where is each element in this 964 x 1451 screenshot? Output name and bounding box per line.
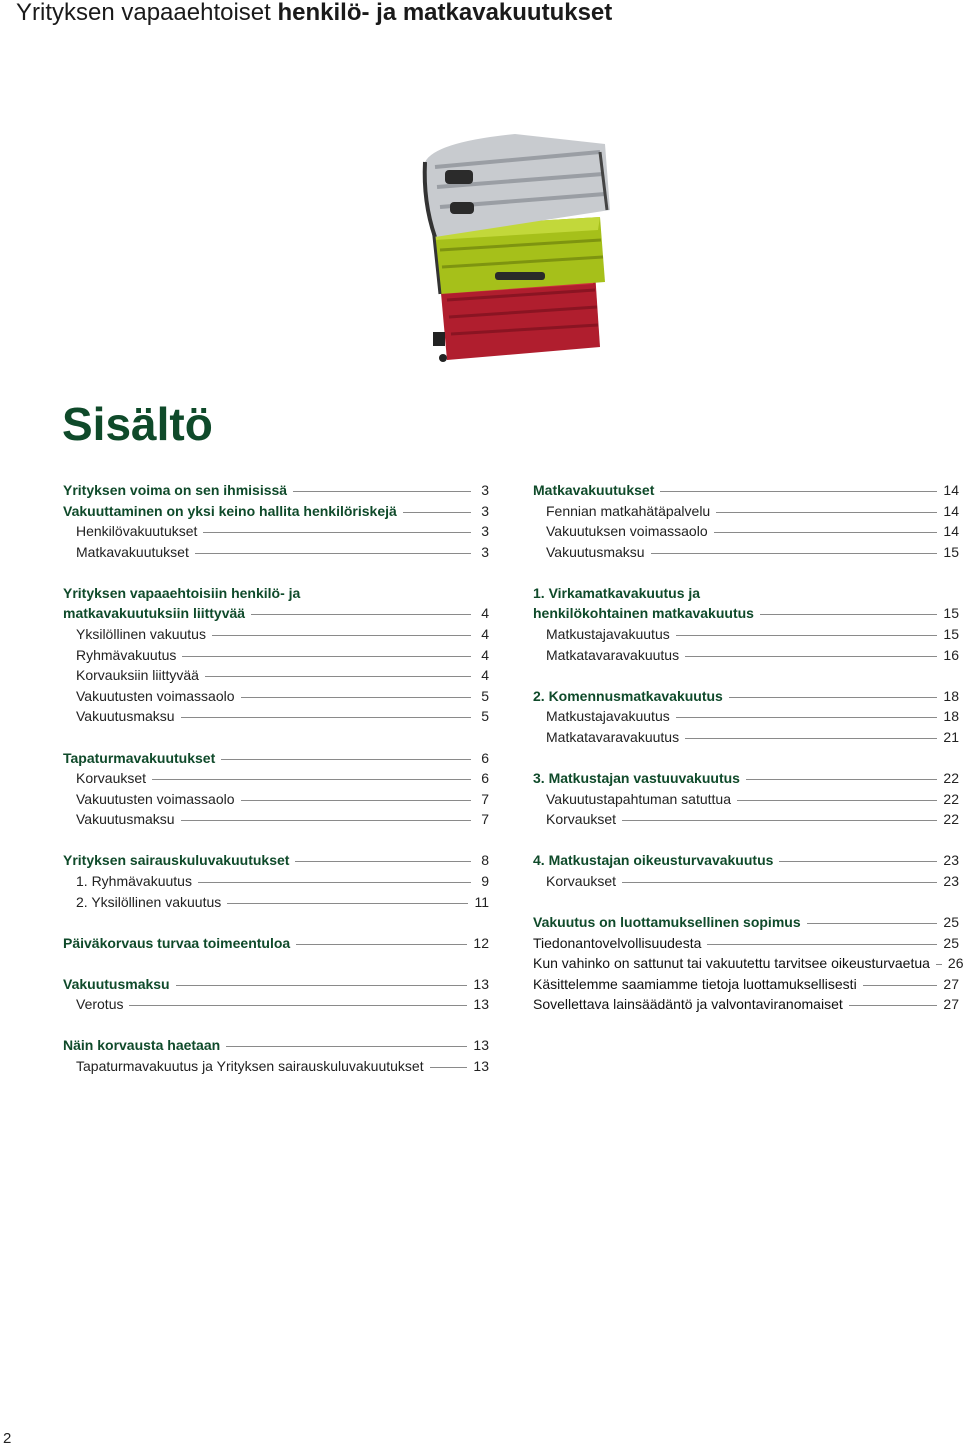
toc-entry[interactable] [63, 665, 489, 686]
toc-entry-title: Vakuutuksen voimassaolo [546, 523, 708, 540]
toc-entry[interactable] [63, 501, 489, 522]
toc-entry-page: 16 [943, 646, 959, 663]
toc-leader-line [737, 800, 937, 801]
toc-entry[interactable] [63, 1056, 489, 1077]
toc-entry-page: 14 [943, 482, 959, 498]
toc-entry-page: 12 [473, 934, 489, 951]
toc-entry-title: Korvauksiin liittyvää [76, 667, 199, 684]
toc-leader-line [293, 491, 471, 492]
toc-entry-title: Matkavakuutukset [76, 543, 189, 560]
toc-leader-line [152, 779, 471, 780]
toc-leader-line [685, 738, 937, 739]
toc-entry-title: Vakuutus on luottamuksellinen sopimus [533, 914, 801, 930]
toc-entry-title: Korvaukset [546, 811, 617, 828]
document-header [16, 0, 612, 26]
toc-leader-line [676, 717, 938, 718]
toc-entry-title: 2. Yksilöllinen vakuutus [76, 893, 222, 910]
toc-entry[interactable] [63, 603, 489, 624]
toc-leader-line [622, 820, 937, 821]
toc-leader-line [227, 903, 468, 904]
toc-group-gap [63, 562, 489, 583]
toc-entry-title: Kun vahinko on sattunut tai vakuutettu tarvitsee oikeusturvaetua [533, 955, 930, 972]
toc-leader-line [746, 779, 937, 780]
toc-entry-page: 23 [943, 872, 959, 889]
toc-entry[interactable] [63, 933, 489, 954]
toc-entry-title: Fennian matkahätäpalvelu [546, 502, 711, 519]
page-title: Sisältö [62, 398, 213, 450]
toc-entry-page: 15 [943, 626, 959, 643]
toc-entry-page: 3 [481, 502, 489, 519]
toc-entry[interactable] [63, 1035, 489, 1056]
toc-leader-line [685, 656, 937, 657]
toc-entry-page: 3 [481, 482, 489, 498]
toc-leader-line [807, 923, 938, 924]
toc-leader-line [296, 944, 467, 945]
toc-entry-page: 6 [481, 749, 489, 766]
toc-entry-page: 7 [481, 790, 489, 807]
toc-entry-page: 9 [481, 873, 489, 889]
toc-entry-title: Ryhmävakuutus [76, 646, 177, 663]
toc-entry[interactable] [533, 603, 959, 624]
toc-entry[interactable] [63, 809, 489, 830]
toc-leader-line [182, 656, 471, 657]
toc-entry-title: Näin korvausta haetaan [63, 1037, 221, 1054]
header-bold: henkilö- ja matkavakuutukset [277, 0, 613, 26]
toc-leader-line [849, 1005, 938, 1006]
page-number: 2 [3, 1430, 12, 1447]
toc-entry-title: Vakuutustapahtuman satuttua [546, 790, 731, 807]
toc-right-column [533, 480, 964, 1015]
toc-entry-title: henkilökohtainen matkavakuutus [533, 605, 754, 622]
toc-entry[interactable] [533, 542, 959, 563]
toc-entry-page: 18 [943, 687, 959, 704]
toc-leader-line [241, 697, 472, 698]
toc-leader-line [195, 553, 471, 554]
toc-entry-page: 15 [943, 605, 959, 622]
toc-entry[interactable] [63, 521, 489, 542]
toc-entry-page: 25 [943, 914, 959, 930]
toc-entry-title: 1. Ryhmävakuutus [76, 873, 192, 889]
toc-entry-page: 4 [481, 667, 489, 684]
toc-entry[interactable] [533, 809, 959, 830]
toc-entry-page: 8 [481, 852, 489, 869]
toc-entry-title: Vakuutusmaksu [76, 811, 175, 828]
toc-entry[interactable] [533, 768, 959, 789]
toc-leader-line [251, 614, 471, 615]
toc-leader-line [430, 1067, 468, 1068]
toc-entry-title: Matkatavaravakuutus [546, 728, 680, 745]
toc-entry-page: 22 [943, 811, 959, 828]
toc-entry-page: 27 [943, 996, 959, 1013]
toc-entry-title: Vakuuttaminen on yksi keino hallita henkilöriskejä [63, 502, 397, 519]
toc-entry-title: Tapaturmavakuutus ja Yrityksen sairauskuluvakuutukset [76, 1058, 424, 1075]
toc-leader-line [295, 861, 471, 862]
toc-leader-line [221, 759, 471, 760]
toc-entry-page: 27 [943, 975, 959, 992]
toc-entry-page: 22 [943, 770, 959, 787]
toc-entry[interactable] [533, 789, 959, 810]
toc-entry[interactable] [63, 892, 489, 913]
toc-leader-line [403, 512, 471, 513]
toc-group-gap [533, 892, 959, 913]
toc-entry-title: Yksilöllinen vakuutus [76, 626, 206, 643]
toc-entry-title: Sovellettava lainsäädäntö ja valvontaviranomaiset [533, 996, 843, 1013]
toc-entry[interactable] [533, 974, 959, 995]
toc-entry-title: Korvaukset [546, 872, 617, 889]
toc-leader-line [716, 512, 937, 513]
toc-entry-page: 6 [481, 770, 489, 787]
toc-entry[interactable] [533, 706, 959, 727]
toc-entry-page: 13 [473, 1037, 489, 1054]
toc-entry-page: 13 [473, 1058, 489, 1075]
toc-entry-page: 11 [474, 893, 489, 910]
toc-leader-line [863, 985, 938, 986]
toc-entry[interactable] [533, 994, 959, 1015]
toc-entry[interactable] [533, 521, 959, 542]
toc-leader-line [660, 491, 937, 492]
toc-leader-line [181, 717, 471, 718]
toc-entry-title: Vakuutusmaksu [76, 708, 175, 725]
toc-entry[interactable] [63, 542, 489, 563]
toc-entry[interactable] [533, 480, 959, 501]
toc-entry-page: 22 [943, 790, 959, 807]
toc-entry[interactable] [63, 768, 489, 789]
toc-entry[interactable] [533, 501, 959, 522]
toc-group-gap [63, 1015, 489, 1036]
toc-leader-line [707, 944, 937, 945]
toc-entry-page: 4 [481, 626, 489, 643]
toc-entry[interactable] [63, 583, 489, 604]
toc-leader-line [936, 964, 942, 965]
toc-entry[interactable] [63, 480, 489, 501]
toc-leader-line [651, 553, 938, 554]
toc-left-column [63, 480, 489, 1077]
toc-leader-line [714, 532, 938, 533]
toc-entry[interactable] [533, 953, 964, 974]
toc-entry[interactable] [63, 645, 489, 666]
toc-entry-title: Tiedonantovelvollisuudesta [533, 934, 702, 951]
toc-entry-title: Yrityksen sairauskuluvakuutukset [63, 852, 290, 869]
toc-entry-title: Henkilövakuutukset [76, 523, 198, 540]
toc-leader-line [181, 820, 471, 821]
toc-entry-title: Vakuutusten voimassaolo [76, 790, 235, 807]
toc-entry[interactable] [533, 871, 959, 892]
toc-entry[interactable] [63, 850, 489, 871]
toc-leader-line [676, 635, 938, 636]
toc-entry[interactable] [533, 583, 959, 604]
toc-entry-page: 14 [943, 502, 959, 519]
toc-group-gap [533, 562, 959, 583]
toc-entry-title: matkavakuutuksiin liittyvää [63, 605, 246, 622]
toc-entry-page: 3 [481, 523, 489, 540]
toc-entry-page: 25 [943, 934, 959, 951]
toc-group-gap [63, 912, 489, 933]
toc-entry[interactable] [63, 994, 489, 1015]
toc-leader-line [198, 882, 471, 883]
toc-entry-page: 13 [473, 996, 489, 1013]
toc-leader-line [622, 882, 937, 883]
toc-entry[interactable] [63, 748, 489, 769]
toc-entry[interactable] [63, 624, 489, 645]
toc-entry-page: 5 [481, 708, 489, 725]
toc-entry-page: 18 [943, 708, 959, 725]
toc-entry-page: 3 [481, 543, 489, 560]
toc-leader-line [241, 800, 472, 801]
toc-entry-title: Matkustajavakuutus [546, 626, 670, 643]
toc-entry-title: Vakuutusmaksu [546, 543, 645, 560]
toc-entry-title: Vakuutusmaksu [63, 975, 170, 992]
toc-entry-title: Korvaukset [76, 770, 147, 787]
toc-leader-line [779, 861, 937, 862]
toc-leader-line [226, 1046, 467, 1047]
toc-entry-page: 26 [947, 955, 964, 972]
toc-group-gap [533, 748, 959, 769]
toc-entry-title: 1. Virkamatkavakuutus ja [533, 584, 701, 601]
toc-entry[interactable] [63, 871, 489, 892]
toc-leader-line [176, 985, 468, 986]
toc-group-gap [63, 953, 489, 974]
toc-entry-page: 5 [481, 687, 489, 704]
toc-entry-title: Matkavakuutukset [533, 482, 655, 498]
toc-entry-title: Yrityksen vapaaehtoisiin henkilö- ja [63, 584, 301, 601]
toc-entry-title: Tapaturmavakuutukset [63, 749, 216, 766]
toc-entry[interactable] [63, 686, 489, 707]
toc-leader-line [212, 635, 471, 636]
toc-leader-line [205, 676, 471, 677]
toc-entry-page: 15 [943, 543, 959, 560]
toc-entry-title: Matkatavaravakuutus [546, 646, 680, 663]
toc-entry-title: 4. Matkustajan oikeusturvavakuutus [533, 852, 774, 869]
toc-entry-page: 13 [473, 975, 489, 992]
toc-entry-title: Vakuutusten voimassaolo [76, 687, 235, 704]
toc-group-gap [63, 830, 489, 851]
toc-entry[interactable] [63, 974, 489, 995]
toc-entry-title: Käsittelemme saamiamme tietoja luottamuksellisesti [533, 975, 857, 992]
toc-entry-page: 7 [481, 811, 489, 828]
toc-entry-page: 14 [943, 523, 959, 540]
toc-entry[interactable] [533, 933, 959, 954]
toc-entry[interactable] [63, 706, 489, 727]
toc-entry[interactable] [533, 727, 959, 748]
toc-leader-line [129, 1005, 467, 1006]
toc-entry-title: Yrityksen voima on sen ihmisissä [63, 482, 288, 498]
toc-group-gap [533, 665, 959, 686]
toc-entry[interactable] [533, 850, 959, 871]
toc-entry-page: 4 [481, 605, 489, 622]
toc-entry[interactable] [533, 686, 959, 707]
toc-entry[interactable] [63, 789, 489, 810]
toc-leader-line [760, 614, 937, 615]
header-prefix: Yrityksen vapaaehtoiset [16, 0, 278, 26]
toc-entry-page: 4 [481, 646, 489, 663]
toc-group-gap [533, 830, 959, 851]
luggage-stack-image [395, 122, 635, 362]
toc-entry-title: Verotus [76, 996, 124, 1013]
toc-entry[interactable] [533, 645, 959, 666]
toc-entry[interactable] [533, 912, 959, 933]
toc-entry-title: 3. Matkustajan vastuuvakuutus [533, 770, 740, 787]
toc-entry-page: 23 [943, 852, 959, 869]
toc-leader-line [203, 532, 471, 533]
toc-entry-title: 2. Komennusmatkavakuutus [533, 687, 723, 704]
toc-entry[interactable] [533, 624, 959, 645]
toc-group-gap [63, 727, 489, 748]
toc-entry-title: Matkustajavakuutus [546, 708, 670, 725]
toc-leader-line [729, 697, 938, 698]
toc-entry-page: 21 [943, 728, 959, 745]
toc-entry-title: Päiväkorvaus turvaa toimeentuloa [63, 934, 291, 951]
